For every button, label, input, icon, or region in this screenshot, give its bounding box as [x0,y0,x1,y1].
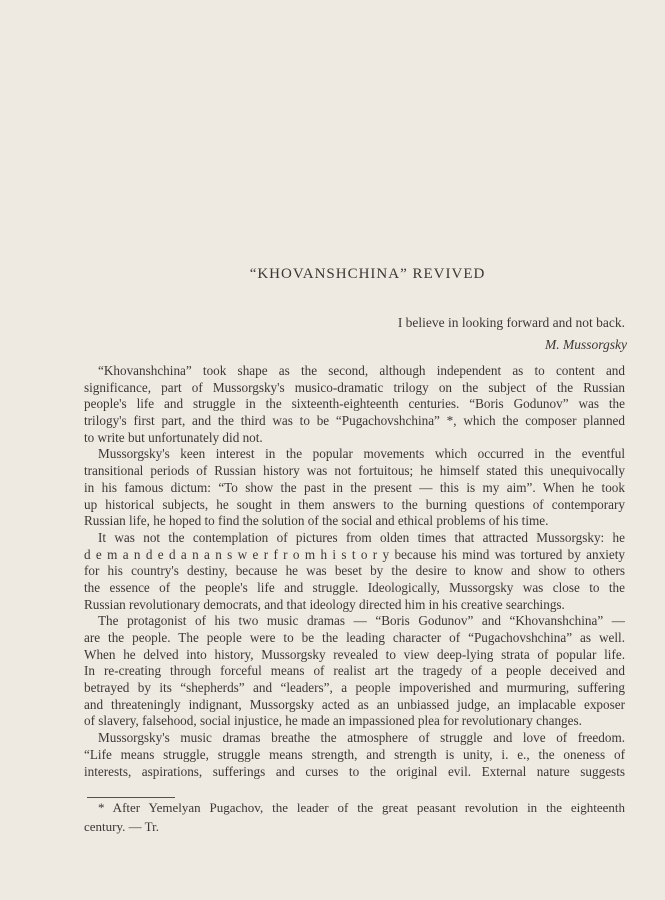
text-line: people's life and struggle in the sixteenth-eighteenth centuries. “Boris Godunov” was the [84,396,625,412]
text-line: “Life means struggle, struggle means strength, and strength is unity, i. e., the oneness of [84,746,625,762]
text-line: of slavery, falsehood, social injustice, he made an impassioned plea for revolutionary changes. [84,713,582,729]
text-line: d e m a n d e d a n a n s w e r f r o m h i s t o r y because his mind was tortured by anxiety [84,546,625,562]
text-line: interests, aspirations, sufferings and curses to the original evil. External nature suggests [84,763,625,779]
paragraph [84,730,625,780]
text-line: Russian life, he hoped to find the solution of the social and ethical problems of his time. [84,513,549,529]
text-line: and threateningly indignant, Mussorgsky acted as an unbiassed judge, an implacable exposer [84,696,625,712]
text-line: Mussorgsky's music dramas breathe the atmosphere of struggle and love of freedom. [98,730,625,746]
text-line: to write but unfortunately did not. [84,429,263,445]
text-line: The protagonist of his two music dramas — “Boris Godunov” and “Khovanshchina” — [98,613,625,629]
text-line: betrayed by its “shepherds” and “leaders”, a people impoverished and murmuring, suffering [84,680,625,696]
paragraph [84,363,625,446]
footnote [84,798,625,836]
text-line: for his country's destiny, because he was beset by the desire to know and show to others [84,563,625,579]
text-line: “Khovanshchina” took shape as the second, although independent as to content and [98,363,625,378]
text-line: are the people. The people were to be the leading character of “Pugachovshchina” as well. [84,630,625,645]
body-text [84,363,625,780]
text-line: When he delved into history, Mussorgsky revealed to view deep-lying strata of popular life. [84,646,625,662]
text-line: significance, part of Mussorgsky's musico-dramatic trilogy on the subject of the Russian [84,379,625,395]
text-line: It was not the contemplation of pictures from olden times that attracted Mussorgsky: he [98,529,625,545]
paragraph [84,530,625,613]
paragraph [84,446,625,529]
page-title: “KHOVANSHCHINA” REVIVED [249,266,486,282]
text-line: trilogy's first part, and the third was to be “Pugachovshchina” *, which the composer planned [84,413,625,429]
text-line: In re-creating through forceful means of realist art the tragedy of a people deceived and [84,663,625,679]
text-line: up historical subjects, he sought in them answers to the burning questions of contemporary [84,496,625,512]
footnote-line: century. — Tr. [84,819,159,834]
paragraph [84,613,625,730]
text-line: Russian revolutionary democrats, and that ideology directed him in his creative searchings. [84,596,565,612]
text-line: the essence of the people's life and struggle. Ideologically, Mussorgsky was close to the [84,579,625,595]
footnote-line: * After Yemelyan Pugachov, the leader of the great peasant revolution in the eighteenth [98,800,625,815]
epigraph-author: M. Mussorgsky [545,337,627,352]
text-line: transitional periods of Russian history was not fortuitous; he himself stated this unequivocally [84,463,625,479]
text-line: Mussorgsky's keen interest in the popular movements which occurred in the eventful [98,446,625,462]
text-line: in his famous dictum: “To show the past in the present — this is my aim”. When he took [84,479,625,495]
epigraph-quote: I believe in looking forward and not back. [397,315,625,330]
